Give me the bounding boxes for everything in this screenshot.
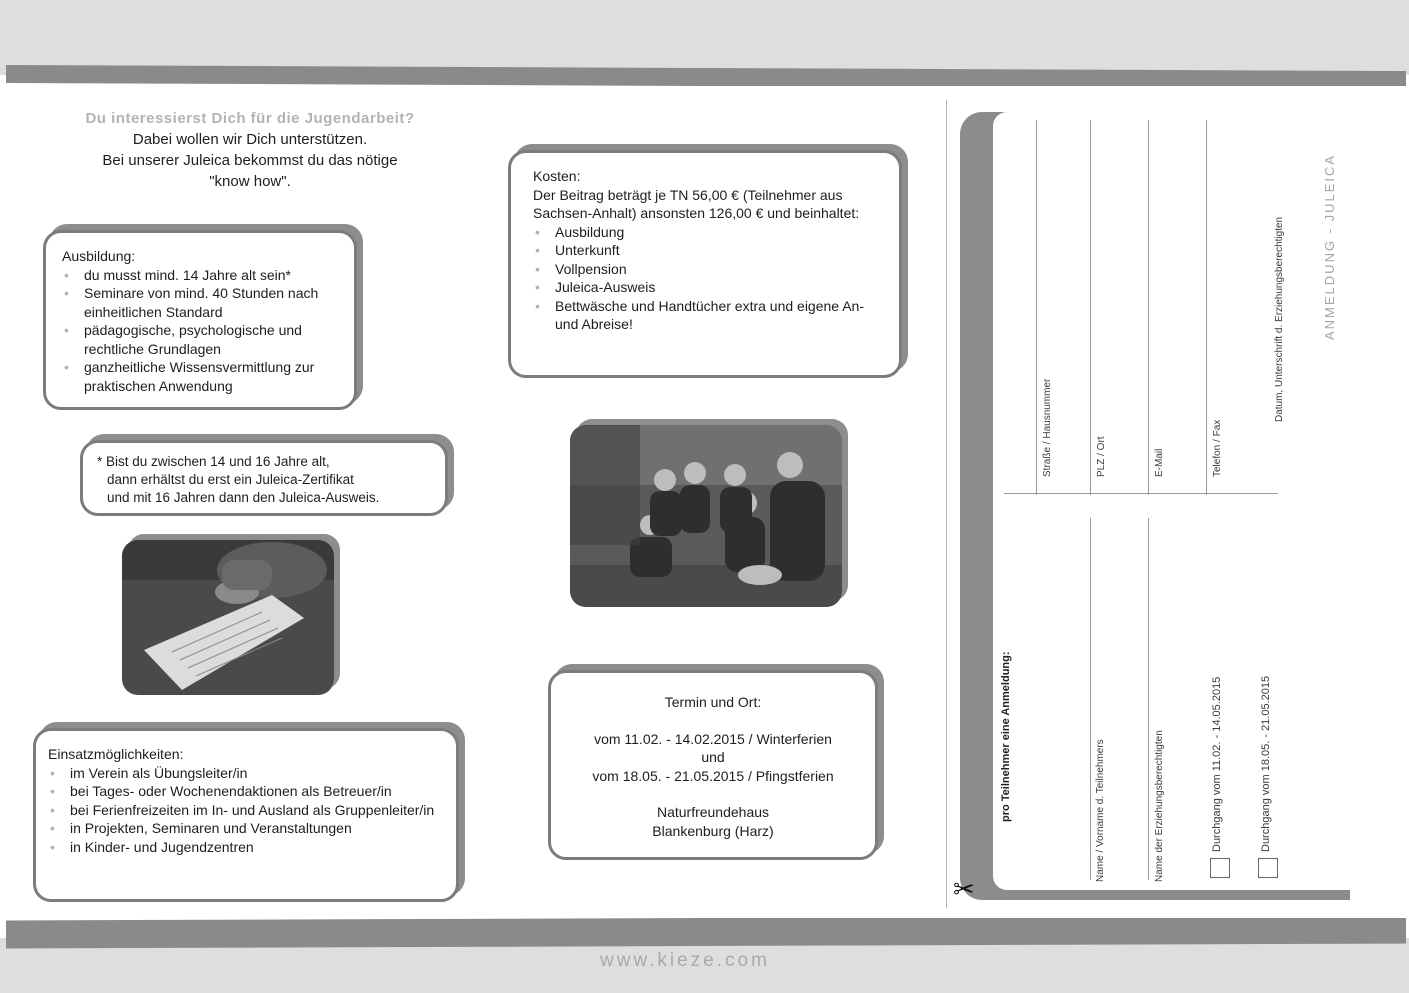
list-item: • Juleica-Ausweis bbox=[533, 278, 889, 297]
kosten-title: Kosten: bbox=[533, 168, 581, 184]
photo-poster-image bbox=[122, 540, 334, 695]
scissors-icon: ✂ bbox=[953, 874, 975, 904]
list-item: • Vollpension bbox=[533, 260, 889, 279]
termin-place-1: Naturfreundehaus bbox=[656, 804, 770, 820]
option-checkbox-2[interactable] bbox=[1258, 858, 1278, 878]
photo-poster-work bbox=[122, 540, 334, 695]
age-note-box bbox=[80, 440, 448, 516]
intro-headline: Du interessierst Dich für die Jugendarbeit? bbox=[85, 110, 415, 127]
list-item: • Seminare von mind. 40 Stunden nach einheitlichen Standard bbox=[62, 284, 344, 321]
note-line: und mit 16 Jahren dann den Juleica-Ausweis. bbox=[107, 490, 380, 505]
termin-box bbox=[548, 670, 878, 860]
list-item: • im Verein als Übungsleiter/in bbox=[48, 764, 452, 783]
form-instruction: pro Teilnehmer eine Anmeldung: bbox=[1000, 651, 1012, 822]
field-line-plz bbox=[1090, 120, 1091, 495]
intro-text bbox=[50, 108, 450, 192]
list-item: • Bettwäsche und Handtücher extra und eigene An- und Abreise! bbox=[533, 297, 889, 334]
list-item: • bei Ferienfreizeiten im In- und Ausland als Gruppenleiter/in bbox=[48, 801, 452, 820]
termin-title: Termin und Ort: bbox=[664, 694, 762, 710]
field-line-name bbox=[1090, 518, 1091, 880]
bottom-stripe bbox=[6, 916, 1406, 949]
list-item: • bei Tages- oder Wochenendaktionen als Betreuer/in bbox=[48, 782, 452, 801]
option-checkbox-1[interactable] bbox=[1210, 858, 1230, 878]
ausbildung-title: Ausbildung: bbox=[62, 248, 136, 264]
termin-date-2: vom 18.05. - 21.05.2015 / Pfingstferien bbox=[592, 767, 834, 784]
field-label-guardian: Name der Erziehungsberechtigten bbox=[1154, 730, 1165, 882]
intro-line: "know how". bbox=[209, 173, 291, 190]
kosten-text: Der Beitrag beträgt je TN 56,00 € (Teilnehmer aus Sachsen-Anhalt) ansonsten 126,00 € und beinhaltet: bbox=[533, 186, 860, 221]
ausbildung-list bbox=[62, 266, 344, 396]
field-line-guardian bbox=[1148, 518, 1149, 880]
form-heading: ANMELDUNG - JULEICA bbox=[1322, 153, 1337, 340]
note-line: dann erhältst du erst ein Juleica-Zertifikat bbox=[107, 472, 354, 487]
field-label-street: Straße / Hausnummer bbox=[1042, 378, 1053, 477]
field-label-email: E-Mail bbox=[1154, 448, 1165, 477]
field-label-name: Name / Vorname d. Teilnehmers bbox=[1095, 739, 1106, 882]
signature-label: Datum, Unterschrift d. Erziehungsberechtigten bbox=[1274, 216, 1285, 422]
photo-group-image bbox=[570, 425, 842, 607]
footer-url[interactable]: www.kieze.com bbox=[600, 950, 770, 971]
termin-und: und bbox=[701, 749, 725, 765]
list-item: • in Kinder- und Jugendzentren bbox=[48, 838, 452, 857]
photo-group bbox=[570, 425, 842, 607]
fold-line bbox=[946, 100, 947, 908]
field-label-phone: Telefon / Fax bbox=[1212, 419, 1223, 477]
option-label-1: Durchgang vom 11.02. - 14.05.2015 bbox=[1211, 676, 1223, 852]
einsatz-title: Einsatzmöglichkeiten: bbox=[48, 746, 184, 762]
termin-date-1: vom 11.02. - 14.02.2015 / Winterferien bbox=[594, 730, 832, 747]
field-line-phone bbox=[1206, 120, 1207, 495]
note-line: * Bist du zwischen 14 und 16 Jahre alt, bbox=[97, 454, 330, 469]
intro-line: Bei unserer Juleica bekommst du das nötige bbox=[102, 152, 398, 169]
page-top-band bbox=[0, 0, 1409, 75]
einsatz-list bbox=[48, 764, 452, 857]
kosten-box bbox=[508, 150, 902, 378]
einsatz-box bbox=[33, 728, 459, 902]
ausbildung-box bbox=[43, 230, 357, 410]
list-item: • pädagogische, psychologische und rechtliche Grundlagen bbox=[62, 321, 344, 358]
intro-line: Dabei wollen wir Dich unterstützen. bbox=[132, 131, 368, 148]
termin-place-2: Blankenburg (Harz) bbox=[652, 822, 774, 839]
list-item: • Ausbildung bbox=[533, 223, 889, 242]
option-label-2: Durchgang vom 18.05. - 21.05.2015 bbox=[1260, 675, 1272, 852]
field-label-plz: PLZ / Ort bbox=[1096, 436, 1107, 477]
list-item: • du musst mind. 14 Jahre alt sein* bbox=[62, 266, 344, 285]
kosten-list bbox=[533, 223, 889, 334]
field-line-email bbox=[1148, 120, 1149, 495]
list-item: • ganzheitliche Wissensvermittlung zur praktischen Anwendung bbox=[62, 358, 344, 395]
list-item: • Unterkunft bbox=[533, 241, 889, 260]
list-item: • in Projekten, Seminaren und Veranstaltungen bbox=[48, 819, 452, 838]
field-line-street bbox=[1036, 120, 1037, 495]
registration-form bbox=[993, 112, 1363, 890]
field-divider bbox=[1004, 493, 1278, 494]
